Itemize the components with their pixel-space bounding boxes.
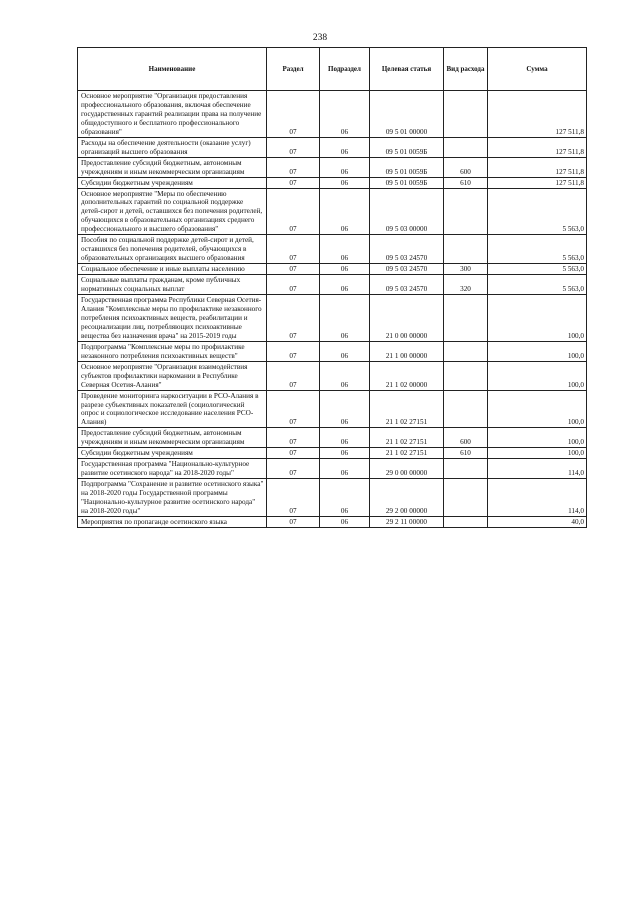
row-subsection: 06	[320, 188, 370, 235]
row-name: Субсидии бюджетным учреждениям	[78, 177, 267, 188]
row-expense-type	[444, 459, 488, 479]
table-row	[78, 275, 587, 295]
table-row	[78, 91, 587, 138]
row-expense-type	[444, 516, 488, 527]
row-target: 09 5 01 0059Б	[370, 157, 444, 177]
row-expense-type: 600	[444, 428, 488, 448]
row-name: Основное мероприятие "Организация взаимодействия субъектов профилактики наркомании в Республике Северная Осетия-Алания"	[78, 361, 267, 390]
row-subsection: 06	[320, 479, 370, 517]
row-amount: 5 563,0	[488, 188, 587, 235]
row-amount: 5 563,0	[488, 235, 587, 264]
row-expense-type	[444, 390, 488, 428]
row-section: 07	[267, 235, 320, 264]
row-target: 29 0 00 00000	[370, 459, 444, 479]
row-subsection: 06	[320, 361, 370, 390]
column-header-target: Целевая статья	[370, 48, 444, 91]
row-target: 21 1 02 00000	[370, 361, 444, 390]
row-expense-type	[444, 295, 488, 342]
row-name: Государственная программа "Национально-культурное развитие осетинского народа" на 2018-2020 годы"	[78, 459, 267, 479]
row-subsection: 06	[320, 448, 370, 459]
row-subsection: 06	[320, 275, 370, 295]
row-expense-type	[444, 91, 488, 138]
table-row	[78, 137, 587, 157]
table-row	[78, 428, 587, 448]
page-number: 238	[312, 33, 328, 43]
row-section: 07	[267, 341, 320, 361]
table-row	[78, 459, 587, 479]
row-amount: 100,0	[488, 341, 587, 361]
row-name: Основное мероприятие "Организация предоставления профессионального образования, включая обеспечение государственных гарантий реализации права на получение общедоступного и бесплатного профессионального образования"	[78, 91, 267, 138]
row-target: 29 2 00 00000	[370, 479, 444, 517]
row-amount: 5 563,0	[488, 275, 587, 295]
row-section: 07	[267, 137, 320, 157]
table-row	[78, 177, 587, 188]
row-expense-type	[444, 235, 488, 264]
row-target: 09 5 03 24570	[370, 235, 444, 264]
row-amount: 40,0	[488, 516, 587, 527]
row-section: 07	[267, 157, 320, 177]
row-name: Подпрограмма "Сохранение и развитие осетинского языка" на 2018-2020 годы Государственной программы "Национально-культурное развитие осетинского народа" на 2018-2020 годы"	[78, 479, 267, 517]
row-name: Основное мероприятие "Меры по обеспечению дополнительных гарантий по социальной поддержке детей-сирот и детей, оставшихся без попечения родителей, обучающихся в образовательных организациях среднего профессионального и высшего образования"	[78, 188, 267, 235]
row-amount: 100,0	[488, 361, 587, 390]
table-row	[78, 516, 587, 527]
column-header-section: Раздел	[267, 48, 320, 91]
row-section: 07	[267, 390, 320, 428]
row-section: 07	[267, 177, 320, 188]
row-expense-type	[444, 479, 488, 517]
table-row	[78, 188, 587, 235]
row-section: 07	[267, 188, 320, 235]
row-name: Субсидии бюджетным учреждениям	[78, 448, 267, 459]
row-subsection: 06	[320, 516, 370, 527]
column-header-name: Наименование	[78, 48, 267, 91]
row-expense-type	[444, 188, 488, 235]
table-header-row	[78, 48, 587, 91]
table-row	[78, 390, 587, 428]
row-name: Мероприятия по пропаганде осетинского языка	[78, 516, 267, 527]
column-header-amount: Сумма	[488, 48, 587, 91]
row-target: 21 0 00 00000	[370, 295, 444, 342]
row-amount: 100,0	[488, 448, 587, 459]
row-subsection: 06	[320, 157, 370, 177]
row-subsection: 06	[320, 390, 370, 428]
row-section: 07	[267, 275, 320, 295]
budget-table	[77, 47, 587, 528]
row-subsection: 06	[320, 428, 370, 448]
row-amount: 127 511,8	[488, 137, 587, 157]
row-expense-type: 320	[444, 275, 488, 295]
row-target: 09 5 01 0059Б	[370, 177, 444, 188]
row-expense-type	[444, 341, 488, 361]
row-amount: 127 511,8	[488, 157, 587, 177]
row-expense-type	[444, 137, 488, 157]
row-subsection: 06	[320, 91, 370, 138]
row-subsection: 06	[320, 235, 370, 264]
row-name: Подпрограмма "Комплексные меры по профилактике незаконного потребления психоактивных веществ"	[78, 341, 267, 361]
table-body	[78, 91, 587, 528]
row-target: 21 1 02 27151	[370, 390, 444, 428]
row-amount: 100,0	[488, 428, 587, 448]
row-target: 21 1 02 27151	[370, 428, 444, 448]
row-expense-type: 600	[444, 157, 488, 177]
row-amount: 100,0	[488, 390, 587, 428]
table-row	[78, 235, 587, 264]
row-expense-type: 300	[444, 264, 488, 275]
column-header-subsection: Подраздел	[320, 48, 370, 91]
row-name: Проведение мониторинга наркоситуации в РСО-Алания в разрезе субъективных показателей (социологический опрос и социологическое исследование населения РСО-Алания)	[78, 390, 267, 428]
row-expense-type: 610	[444, 177, 488, 188]
row-target: 09 5 03 24570	[370, 275, 444, 295]
row-amount: 114,0	[488, 459, 587, 479]
row-subsection: 06	[320, 295, 370, 342]
row-subsection: 06	[320, 341, 370, 361]
row-section: 07	[267, 295, 320, 342]
row-expense-type	[444, 361, 488, 390]
row-subsection: 06	[320, 264, 370, 275]
table-row	[78, 295, 587, 342]
row-name: Предоставление субсидий бюджетным, автономным учреждениям и иным некоммерческим организациям	[78, 428, 267, 448]
row-target: 09 5 01 00000	[370, 91, 444, 138]
row-amount: 127 511,8	[488, 177, 587, 188]
row-subsection: 06	[320, 177, 370, 188]
column-header-expense-type: Вид расхода	[444, 48, 488, 91]
row-name: Социальное обеспечение и иные выплаты населению	[78, 264, 267, 275]
row-expense-type: 610	[444, 448, 488, 459]
table-row	[78, 448, 587, 459]
row-section: 07	[267, 448, 320, 459]
row-section: 07	[267, 361, 320, 390]
row-section: 07	[267, 428, 320, 448]
row-amount: 100,0	[488, 295, 587, 342]
row-target: 09 5 03 00000	[370, 188, 444, 235]
row-target: 21 1 02 27151	[370, 448, 444, 459]
row-amount: 114,0	[488, 479, 587, 517]
table-row	[78, 341, 587, 361]
row-name: Социальные выплаты гражданам, кроме публичных нормативных социальных выплат	[78, 275, 267, 295]
row-name: Пособия по социальной поддержке детей-сирот и детей, оставшихся без попечения родителей, обучающихся в образовательных организациях высшего образования	[78, 235, 267, 264]
row-section: 07	[267, 479, 320, 517]
row-section: 07	[267, 459, 320, 479]
row-target: 29 2 11 00000	[370, 516, 444, 527]
row-section: 07	[267, 516, 320, 527]
row-amount: 5 563,0	[488, 264, 587, 275]
table-row	[78, 264, 587, 275]
row-subsection: 06	[320, 459, 370, 479]
row-name: Расходы на обеспечение деятельности (оказание услуг) организаций высшего образования	[78, 137, 267, 157]
table-row	[78, 361, 587, 390]
row-section: 07	[267, 91, 320, 138]
row-target: 09 5 03 24570	[370, 264, 444, 275]
row-section: 07	[267, 264, 320, 275]
row-target: 21 1 00 00000	[370, 341, 444, 361]
table-row	[78, 479, 587, 517]
row-amount: 127 511,8	[488, 91, 587, 138]
row-name: Государственная программа Республики Северная Осетия-Алания "Комплексные меры по профилактике незаконного потребления психоактивных веществ, реабилитации и ресоциализации лиц, потребляющих психоактивные вещества без назначения врача" на 2015-2019 годы	[78, 295, 267, 342]
table-row	[78, 157, 587, 177]
row-name: Предоставление субсидий бюджетным, автономным учреждениям и иным некоммерческим организациям	[78, 157, 267, 177]
row-target: 09 5 01 0059Б	[370, 137, 444, 157]
row-subsection: 06	[320, 137, 370, 157]
